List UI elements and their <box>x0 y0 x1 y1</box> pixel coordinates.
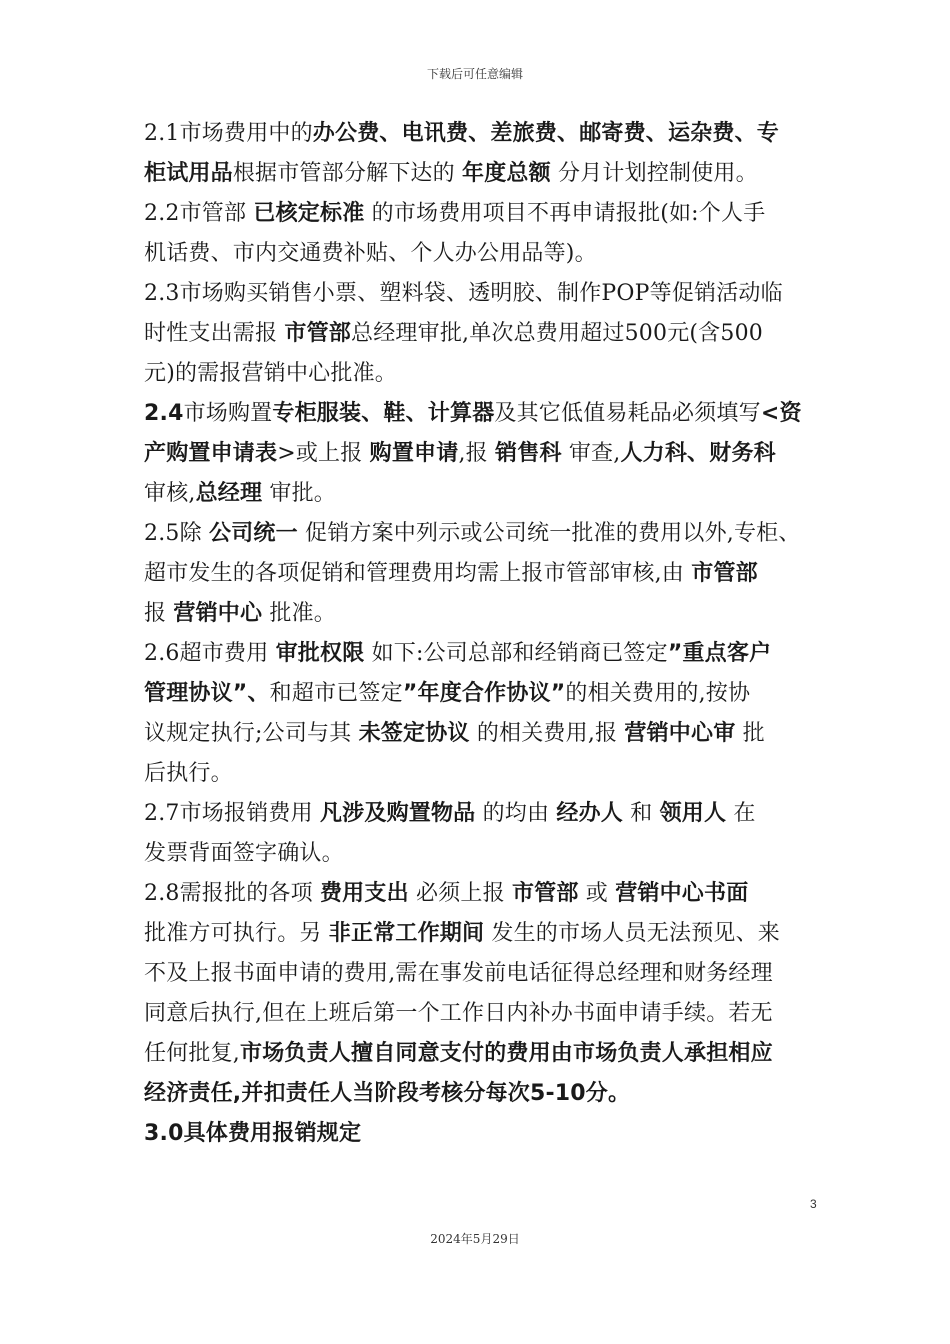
text-segment: 2.2市管部 <box>144 201 254 226</box>
text-line <box>144 794 824 834</box>
text-line <box>144 434 824 474</box>
bold-text: 购置申请 <box>369 441 459 466</box>
bold-text: 市管部 <box>284 321 352 346</box>
bold-text: 柜试用品 <box>144 161 233 186</box>
text-line <box>144 274 824 314</box>
bold-text: 营销中心 <box>173 601 263 626</box>
bold-text: 管理协议”、 <box>144 681 270 706</box>
text-line <box>144 1114 824 1154</box>
bold-text: 非正常工作期间 <box>328 921 485 946</box>
text-segment: ,报 <box>458 441 496 466</box>
text-line <box>144 474 824 514</box>
text-segment: 2.3市场购买销售小票、塑料袋、透明胶、制作POP等促销活动临 <box>144 281 783 306</box>
text-line <box>144 514 824 554</box>
bold-text: <资 <box>760 401 802 426</box>
bold-text: 人力科、财务科 <box>620 441 776 466</box>
text-segment: 发生的市场人员无法预见、来 <box>484 921 780 946</box>
bold-text: 审批权限 <box>275 641 365 666</box>
text-segment: 不及上报书面申请的费用,需在事发前电话征得总经理和财务经理 <box>144 961 773 986</box>
text-segment: 2.7市场报销费用 <box>144 801 320 826</box>
text-segment: 报 <box>144 601 174 626</box>
text-segment: 的市场费用项目不再申请报批(如:个人手 <box>364 201 766 226</box>
bold-text: 总经理 <box>195 481 263 506</box>
bold-text: 销售科 <box>495 441 562 466</box>
text-segment: 同意后执行,但在上班后第一个工作日内补办书面申请手续。若无 <box>144 1001 773 1026</box>
text-segment: 在 <box>726 801 756 826</box>
text-line <box>144 1074 824 1114</box>
text-line <box>144 714 824 754</box>
text-line <box>144 354 824 394</box>
text-segment: 发票背面签字确认。 <box>144 841 344 866</box>
bold-text: 未签定协议 <box>358 721 470 746</box>
text-line <box>144 1034 824 1074</box>
bold-text: 市管部 <box>511 881 579 906</box>
bold-text: 产购置申请表 <box>144 441 278 466</box>
bold-text: 市管部 <box>691 561 758 586</box>
bold-text: 公司统一 <box>208 521 298 546</box>
bold-text: 专柜服装、鞋、计算器 <box>272 401 495 426</box>
text-segment: 时性支出需报 <box>144 321 285 346</box>
text-segment: 后执行。 <box>144 761 233 786</box>
bold-text: 凡涉及购置物品 <box>319 801 476 826</box>
text-segment: 促销方案中列示或公司统一批准的费用以外,专柜、 <box>297 521 801 546</box>
text-segment: 和 <box>623 801 660 826</box>
text-segment: 总经理审批,单次总费用超过500元(含500 <box>351 321 763 346</box>
text-segment: 的均由 <box>475 801 557 826</box>
text-segment: 审批。 <box>262 481 336 506</box>
text-segment: 批准方可执行。另 <box>144 921 329 946</box>
bold-text: 领用人 <box>659 801 727 826</box>
text-segment: 2.6超市费用 <box>144 641 276 666</box>
bold-text: 年度总额 <box>462 161 551 186</box>
text-line <box>144 314 824 354</box>
text-segment: 超市发生的各项促销和管理费用均需上报市管部审核,由 <box>144 561 692 586</box>
bold-text: 营销中心审 <box>624 721 736 746</box>
text-segment: 议规定执行;公司与其 <box>144 721 359 746</box>
bold-text: 3.0 <box>144 1121 184 1146</box>
text-segment: 批准。 <box>262 601 337 626</box>
text-segment: 分月计划控制使用。 <box>550 161 758 186</box>
bold-text: 2.4 <box>144 401 184 426</box>
text-segment: 及其它低值易耗品必须填写 <box>494 401 761 426</box>
text-segment: 2.1市场费用中的 <box>144 121 313 146</box>
text-line <box>144 194 824 234</box>
bold-text: 已核定标准 <box>253 201 365 226</box>
text-segment: 审查, <box>561 441 621 466</box>
text-segment: 必须上报 <box>408 881 512 906</box>
text-line <box>144 954 824 994</box>
text-line <box>144 234 824 274</box>
text-segment: 和超市已签定 <box>269 681 403 706</box>
bold-text: 办公费、电讯费、差旅费、邮寄费、运杂费、专 <box>312 121 779 146</box>
text-segment: 审核, <box>144 481 196 506</box>
page-number: 3 <box>810 1197 817 1211</box>
text-segment: 2.8需报批的各项 <box>144 881 320 906</box>
text-segment: 或 <box>578 881 616 906</box>
bold-text: ”重点客户 <box>667 641 772 666</box>
page-header: 下载后可任意编辑 <box>426 67 523 81</box>
text-segment: 批 <box>735 721 765 746</box>
bold-text: 营销中心书面 <box>615 881 749 906</box>
text-line <box>144 914 824 954</box>
bold-text: ”年度合作协议” <box>402 681 566 706</box>
bold-text: 市场负责人擅自同意支付的费用由市场负责人承担相应 <box>240 1041 773 1066</box>
text-line <box>144 834 824 874</box>
text-line <box>144 114 824 154</box>
text-segment: 的相关费用,报 <box>469 721 625 746</box>
bold-text: 经办人 <box>556 801 623 826</box>
text-line <box>144 394 824 434</box>
text-line <box>144 634 824 674</box>
bold-text: 经济责任,并扣责任人当阶段考核分每次5-10分。 <box>144 1081 631 1106</box>
text-line <box>144 594 824 634</box>
text-segment: 任何批复, <box>144 1041 240 1066</box>
text-line <box>144 874 824 914</box>
text-segment: 元)的需报营销中心批准。 <box>144 361 397 386</box>
text-segment: 的相关费用的,按协 <box>565 681 751 706</box>
text-segment: 如下:公司总部和经销商已签定 <box>364 641 668 666</box>
text-segment: >或上报 <box>277 441 370 466</box>
document-body <box>144 114 824 1154</box>
footer-date: 2024年5月29日 <box>430 1232 520 1246</box>
text-segment: 2.5除 <box>144 521 209 546</box>
bold-text: 费用支出 <box>319 881 409 906</box>
text-line <box>144 554 824 594</box>
text-segment: 市场购置 <box>183 401 273 426</box>
text-line <box>144 754 824 794</box>
text-line <box>144 674 824 714</box>
text-line <box>144 994 824 1034</box>
text-line <box>144 154 824 194</box>
bold-text: 具体费用报销规定 <box>183 1121 362 1146</box>
text-segment: 根据市管部分解下达的 <box>232 161 463 186</box>
text-segment: 机话费、市内交通费补贴、个人办公用品等)。 <box>144 241 597 266</box>
